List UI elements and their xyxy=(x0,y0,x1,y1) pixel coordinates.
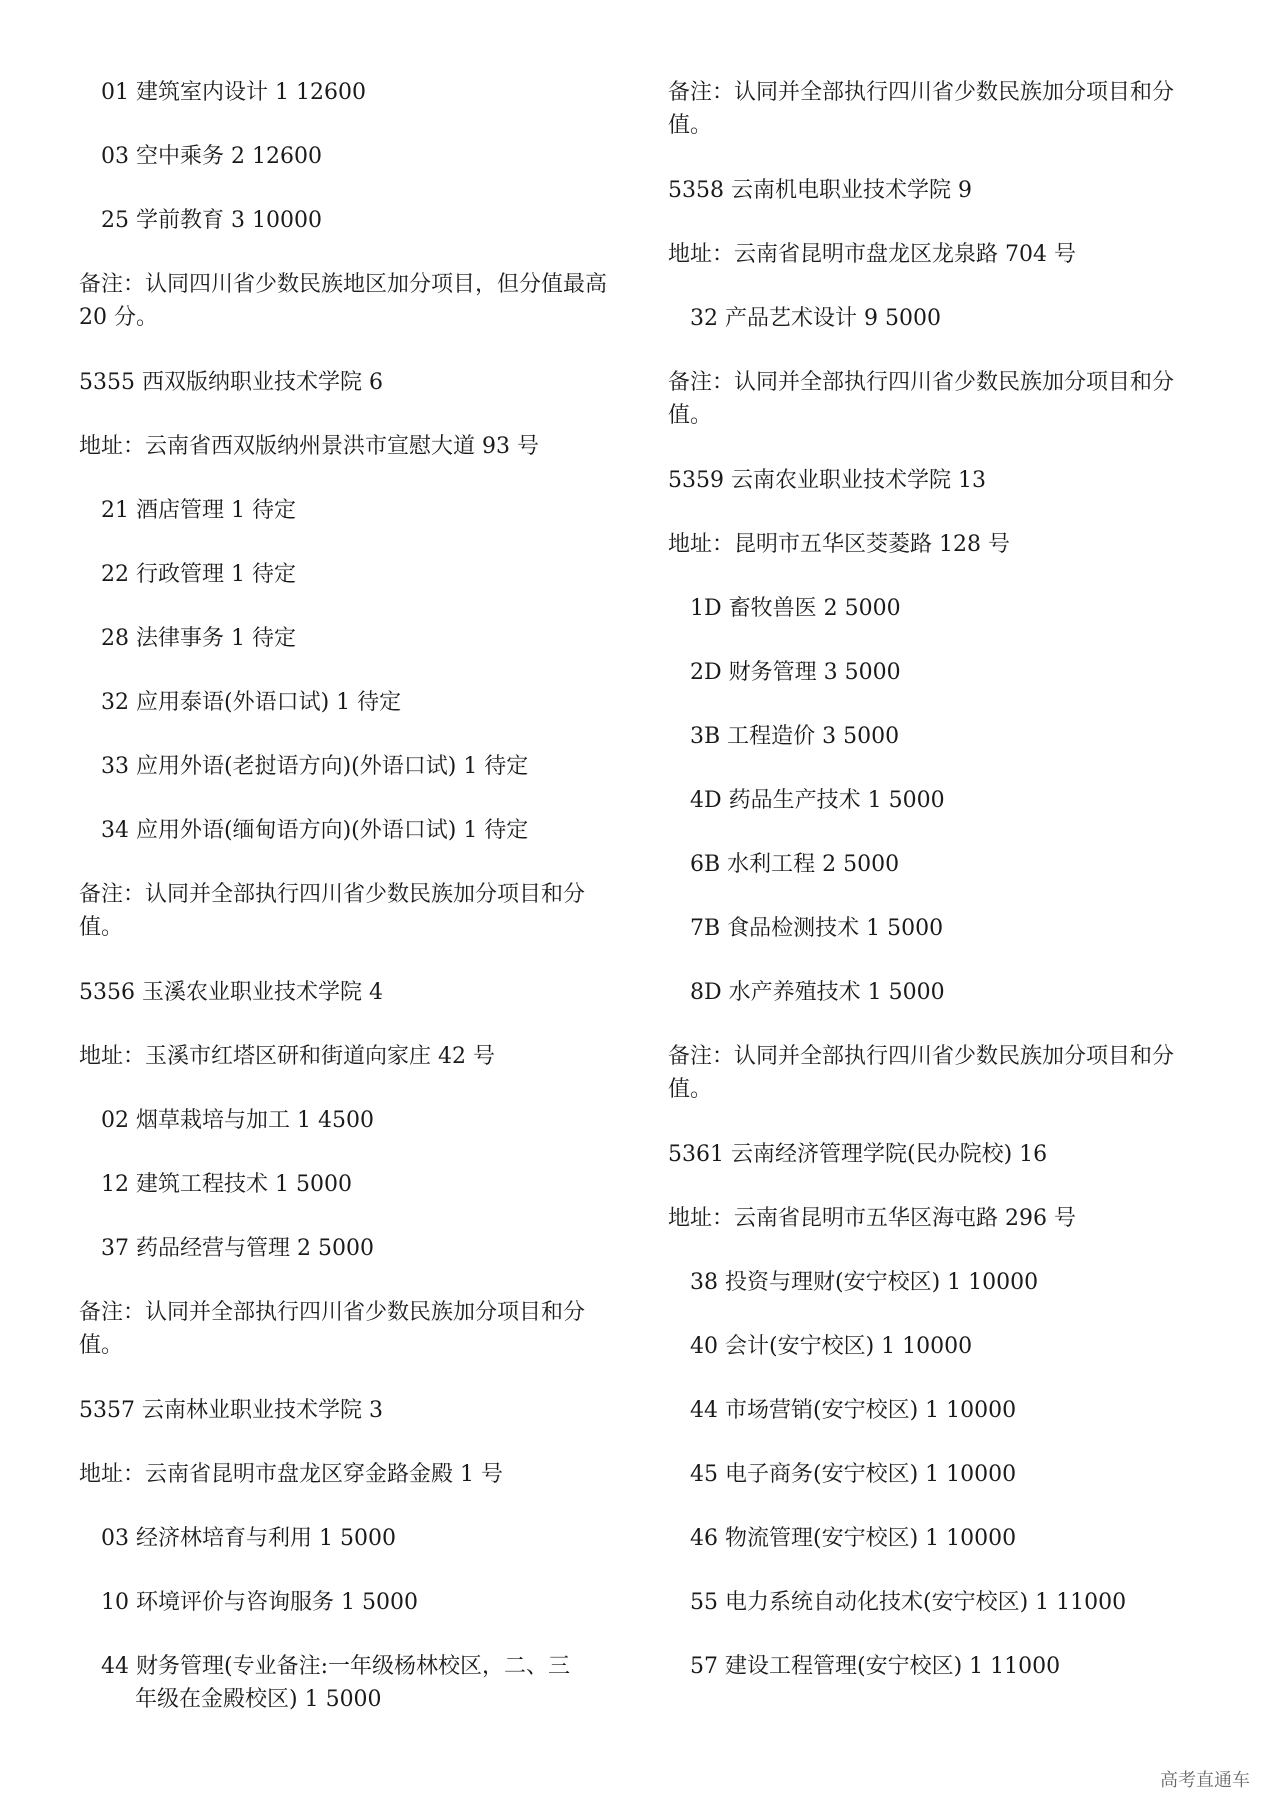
major-line: 6B 水利工程 2 5000 xyxy=(690,852,900,877)
major-line: 12 建筑工程技术 1 5000 xyxy=(101,1172,352,1197)
school-line: 5359 云南农业职业技术学院 13 xyxy=(668,468,986,493)
address-line: 地址：云南省昆明市盘龙区穿金路金殿 1 号 xyxy=(79,1462,503,1487)
school-line: 5361 云南经济管理学院(民办院校) 16 xyxy=(668,1142,1048,1167)
address-line: 地址：云南省昆明市盘龙区龙泉路 704 号 xyxy=(668,242,1076,267)
major-line: 32 应用泰语(外语口试) 1 待定 xyxy=(101,690,402,715)
note-line: 备注：认同四川省少数民族地区加分项目，但分值最高 20 分。 xyxy=(79,272,608,330)
school-line: 5356 玉溪农业职业技术学院 4 xyxy=(79,980,383,1005)
major-line-long xyxy=(79,1650,627,1716)
major-line: 46 物流管理(安宁校区) 1 10000 xyxy=(690,1526,1017,1551)
address-line: 地址：云南省昆明市五华区海屯路 296 号 xyxy=(668,1206,1076,1231)
note-line: 备注：认同并全部执行四川省少数民族加分项目和分值。 xyxy=(79,882,586,940)
major-line: 22 行政管理 1 待定 xyxy=(101,562,296,587)
watermark-text: 高考直通车 xyxy=(1160,1770,1250,1791)
major-line: 7B 食品检测技术 1 5000 xyxy=(690,916,944,941)
major-line: 03 经济林培育与利用 1 5000 xyxy=(101,1526,396,1551)
major-line: 01 建筑室内设计 1 12600 xyxy=(101,80,366,105)
major-line: 03 空中乘务 2 12600 xyxy=(101,144,322,169)
address-line: 地址：云南省西双版纳州景洪市宣慰大道 93 号 xyxy=(79,434,539,459)
note-line: 备注：认同并全部执行四川省少数民族加分项目和分值。 xyxy=(79,1300,586,1358)
school-line: 5357 云南林业职业技术学院 3 xyxy=(79,1398,383,1423)
major-line: 38 投资与理财(安宁校区) 1 10000 xyxy=(690,1270,1039,1295)
major-line: 1D 畜牧兽医 2 5000 xyxy=(690,596,901,621)
major-line: 4D 药品生产技术 1 5000 xyxy=(690,788,945,813)
major-line: 2D 财务管理 3 5000 xyxy=(690,660,901,685)
major-line: 40 会计(安宁校区) 1 10000 xyxy=(690,1334,973,1359)
school-line: 5358 云南机电职业技术学院 9 xyxy=(668,178,972,203)
major-line: 44 市场营销(安宁校区) 1 10000 xyxy=(690,1398,1017,1423)
note-line: 备注：认同并全部执行四川省少数民族加分项目和分值。 xyxy=(668,370,1175,428)
note-line: 备注：认同并全部执行四川省少数民族加分项目和分值。 xyxy=(668,80,1175,138)
major-line: 25 学前教育 3 10000 xyxy=(101,208,322,233)
major-line: 37 药品经营与管理 2 5000 xyxy=(101,1236,374,1261)
address-line: 地址：玉溪市红塔区研和街道向家庄 42 号 xyxy=(79,1044,495,1069)
left-column xyxy=(79,76,627,1747)
major-line: 57 建设工程管理(安宁校区) 1 11000 xyxy=(690,1654,1061,1679)
major-line: 28 法律事务 1 待定 xyxy=(101,626,296,651)
major-line: 21 酒店管理 1 待定 xyxy=(101,498,296,523)
major-line-continuation: 年级在金殿校区) 1 5000 xyxy=(135,1687,382,1712)
major-line: 10 环境评价与咨询服务 1 5000 xyxy=(101,1590,418,1615)
major-line: 55 电力系统自动化技术(安宁校区) 1 11000 xyxy=(690,1590,1127,1615)
major-line: 34 应用外语(缅甸语方向)(外语口试) 1 待定 xyxy=(101,818,529,843)
address-line: 地址：昆明市五华区茭菱路 128 号 xyxy=(668,532,1010,557)
right-column xyxy=(668,76,1216,1714)
major-line-first: 44 财务管理(专业备注:一年级杨林校区，二、三 xyxy=(101,1654,570,1679)
school-line: 5355 西双版纳职业技术学院 6 xyxy=(79,370,383,395)
note-line: 备注：认同并全部执行四川省少数民族加分项目和分值。 xyxy=(668,1044,1175,1102)
major-line: 45 电子商务(安宁校区) 1 10000 xyxy=(690,1462,1017,1487)
major-line: 32 产品艺术设计 9 5000 xyxy=(690,306,941,331)
major-line: 33 应用外语(老挝语方向)(外语口试) 1 待定 xyxy=(101,754,529,779)
major-line: 02 烟草栽培与加工 1 4500 xyxy=(101,1108,374,1133)
major-line: 8D 水产养殖技术 1 5000 xyxy=(690,980,945,1005)
major-line: 3B 工程造价 3 5000 xyxy=(690,724,900,749)
